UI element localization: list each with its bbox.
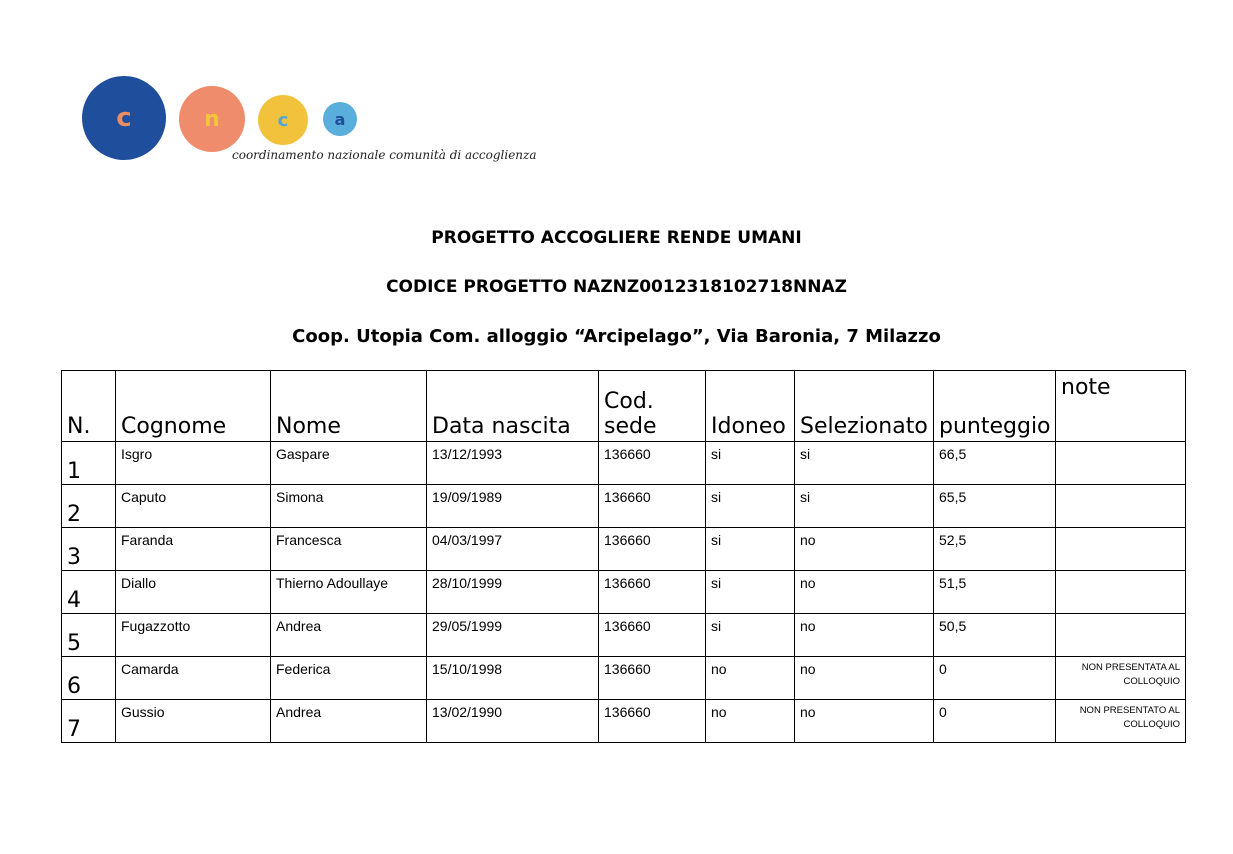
- header-cognome: Cognome: [116, 371, 271, 442]
- header-data-nascita: Data nascita: [427, 371, 599, 442]
- cell-cod-sede: 136660: [599, 614, 706, 657]
- cell-punteggio: 50,5: [934, 614, 1056, 657]
- table-header-row: [62, 371, 1186, 442]
- table-row: [62, 442, 1186, 485]
- table-row: [62, 528, 1186, 571]
- header-nome: Nome: [271, 371, 427, 442]
- header-punteggio: punteggio: [934, 371, 1056, 442]
- cell-cod-sede: 136660: [599, 571, 706, 614]
- logo-circle-c2: c: [258, 95, 308, 145]
- header-selezionato: Selezionato: [795, 371, 934, 442]
- cell-cod-sede: 136660: [599, 442, 706, 485]
- cell-punteggio: 65,5: [934, 485, 1056, 528]
- cell-idoneo: si: [706, 571, 795, 614]
- cell-cognome: Diallo: [116, 571, 271, 614]
- cell-nome: Andrea: [271, 700, 427, 743]
- cnca-logo: [0, 0, 560, 200]
- cell-idoneo: si: [706, 614, 795, 657]
- cell-selezionato: no: [795, 700, 934, 743]
- project-title: PROGETTO ACCOGLIERE RENDE UMANI: [431, 228, 802, 248]
- table-row: [62, 700, 1186, 743]
- cell-selezionato: no: [795, 571, 934, 614]
- cell-cognome: Faranda: [116, 528, 271, 571]
- cell-data-nascita: 28/10/1999: [427, 571, 599, 614]
- cell-idoneo: si: [706, 442, 795, 485]
- cell-note: [1056, 442, 1186, 485]
- cell-selezionato: no: [795, 657, 934, 700]
- cell-data-nascita: 15/10/1998: [427, 657, 599, 700]
- cell-data-nascita: 13/12/1993: [427, 442, 599, 485]
- cell-punteggio: 52,5: [934, 528, 1056, 571]
- cell-note: NON PRESENTATO AL COLLOQUIO: [1056, 700, 1186, 743]
- cell-note: NON PRESENTATA AL COLLOQUIO: [1056, 657, 1186, 700]
- cell-idoneo: si: [706, 485, 795, 528]
- cell-cognome: Gussio: [116, 700, 271, 743]
- table-row: [62, 614, 1186, 657]
- cell-cognome: Isgro: [116, 442, 271, 485]
- row-number: 1: [62, 442, 116, 485]
- table-row: [62, 657, 1186, 700]
- cell-selezionato: no: [795, 614, 934, 657]
- header-n: N.: [62, 371, 116, 442]
- header-cod-sede: Cod. sede: [599, 371, 706, 442]
- cell-nome: Simona: [271, 485, 427, 528]
- logo-circle-n: n: [179, 86, 245, 152]
- cell-note: [1056, 528, 1186, 571]
- cell-punteggio: 0: [934, 657, 1056, 700]
- cell-data-nascita: 04/03/1997: [427, 528, 599, 571]
- cell-cognome: Fugazzotto: [116, 614, 271, 657]
- header-idoneo: Idoneo: [706, 371, 795, 442]
- cell-selezionato: si: [795, 442, 934, 485]
- cell-data-nascita: 19/09/1989: [427, 485, 599, 528]
- row-number: 4: [62, 571, 116, 614]
- cell-nome: Andrea: [271, 614, 427, 657]
- header-note: note: [1056, 371, 1186, 442]
- cell-nome: Francesca: [271, 528, 427, 571]
- cell-selezionato: si: [795, 485, 934, 528]
- cell-punteggio: 66,5: [934, 442, 1056, 485]
- cell-cognome: Caputo: [116, 485, 271, 528]
- cell-idoneo: no: [706, 657, 795, 700]
- cell-cod-sede: 136660: [599, 700, 706, 743]
- logo-circle-c: c: [82, 76, 166, 160]
- cell-nome: Thierno Adoullaye: [271, 571, 427, 614]
- cell-note: [1056, 614, 1186, 657]
- cell-idoneo: no: [706, 700, 795, 743]
- cell-nome: Federica: [271, 657, 427, 700]
- cell-punteggio: 0: [934, 700, 1056, 743]
- cell-data-nascita: 29/05/1999: [427, 614, 599, 657]
- cell-idoneo: si: [706, 528, 795, 571]
- project-code: CODICE PROGETTO NAZNZ0012318102718NNAZ: [386, 277, 847, 297]
- cell-data-nascita: 13/02/1990: [427, 700, 599, 743]
- project-location: Coop. Utopia Com. alloggio “Arcipelago”, Via Baronia, 7 Milazzo: [292, 326, 941, 347]
- cell-cognome: Camarda: [116, 657, 271, 700]
- row-number: 2: [62, 485, 116, 528]
- cell-nome: Gaspare: [271, 442, 427, 485]
- cell-punteggio: 51,5: [934, 571, 1056, 614]
- cell-cod-sede: 136660: [599, 485, 706, 528]
- candidates-table: [61, 370, 1186, 743]
- table-row: [62, 571, 1186, 614]
- row-number: 6: [62, 657, 116, 700]
- cell-note: [1056, 485, 1186, 528]
- cell-cod-sede: 136660: [599, 657, 706, 700]
- cell-cod-sede: 136660: [599, 528, 706, 571]
- logo-tagline: coordinamento nazionale comunità di accoglienza: [232, 148, 537, 162]
- cell-note: [1056, 571, 1186, 614]
- table-row: [62, 485, 1186, 528]
- row-number: 7: [62, 700, 116, 743]
- cell-selezionato: no: [795, 528, 934, 571]
- row-number: 5: [62, 614, 116, 657]
- logo-circle-a: a: [323, 102, 357, 136]
- row-number: 3: [62, 528, 116, 571]
